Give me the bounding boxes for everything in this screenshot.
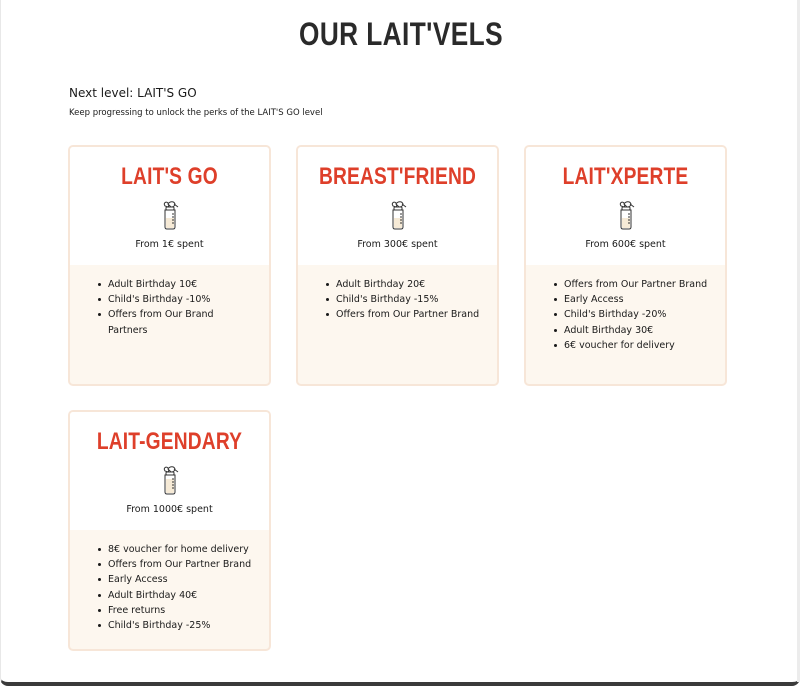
perk-item: Child's Birthday -20% [564, 307, 725, 322]
breast-pump-bottle-icon [159, 465, 181, 495]
breast-pump-bottle-icon [615, 200, 637, 230]
level-card-laitxperte [524, 145, 727, 386]
perks-list [70, 530, 269, 633]
level-name: BREAST'FRIEND [318, 163, 477, 190]
perk-item: Adult Birthday 20€ [336, 277, 497, 292]
next-level-description: Keep progressing to unlock the perks of the LAIT'S GO level [69, 108, 323, 118]
perks-list [70, 265, 269, 338]
perk-item: Offers from Our Brand Partners [108, 307, 269, 337]
breast-pump-bottle-icon [387, 200, 409, 230]
perk-item: Child's Birthday -15% [336, 292, 497, 307]
perk-item: Offers from Our Partner Brand [108, 557, 269, 572]
perks-list [298, 265, 497, 323]
card-header [70, 412, 269, 530]
perk-item: Adult Birthday 30€ [564, 323, 725, 338]
perk-item: Free returns [108, 603, 269, 618]
level-card-lait-gendary [68, 410, 271, 651]
perk-item: Early Access [564, 292, 725, 307]
breast-pump-bottle-icon [159, 200, 181, 230]
perk-item: Early Access [108, 572, 269, 587]
level-name: LAIT'XPERTE [562, 163, 689, 190]
level-threshold: From 300€ spent [357, 239, 438, 250]
perk-item: 8€ voucher for home delivery [108, 542, 269, 557]
card-header [70, 147, 269, 265]
level-name: LAIT'S GO [121, 163, 218, 190]
level-threshold: From 1€ spent [135, 239, 204, 250]
level-card-breastfriend [296, 145, 499, 386]
card-header [298, 147, 497, 265]
perk-item: Adult Birthday 40€ [108, 588, 269, 603]
level-card-laits-go [68, 145, 271, 386]
page-title: OUR LAIT'VELS [298, 16, 504, 52]
perk-item: Adult Birthday 10€ [108, 277, 269, 292]
perk-item: Child's Birthday -10% [108, 292, 269, 307]
perk-item: Offers from Our Partner Brand [336, 307, 497, 322]
perks-list [526, 265, 725, 353]
perk-item: 6€ voucher for delivery [564, 338, 725, 353]
card-header [526, 147, 725, 265]
next-level-label: Next level: LAIT'S GO [69, 86, 197, 100]
perk-item: Child's Birthday -25% [108, 618, 269, 633]
level-threshold: From 600€ spent [585, 239, 666, 250]
perk-item: Offers from Our Partner Brand [564, 277, 725, 292]
level-threshold: From 1000€ spent [126, 504, 213, 515]
level-name: LAIT-GENDARY [96, 428, 243, 455]
